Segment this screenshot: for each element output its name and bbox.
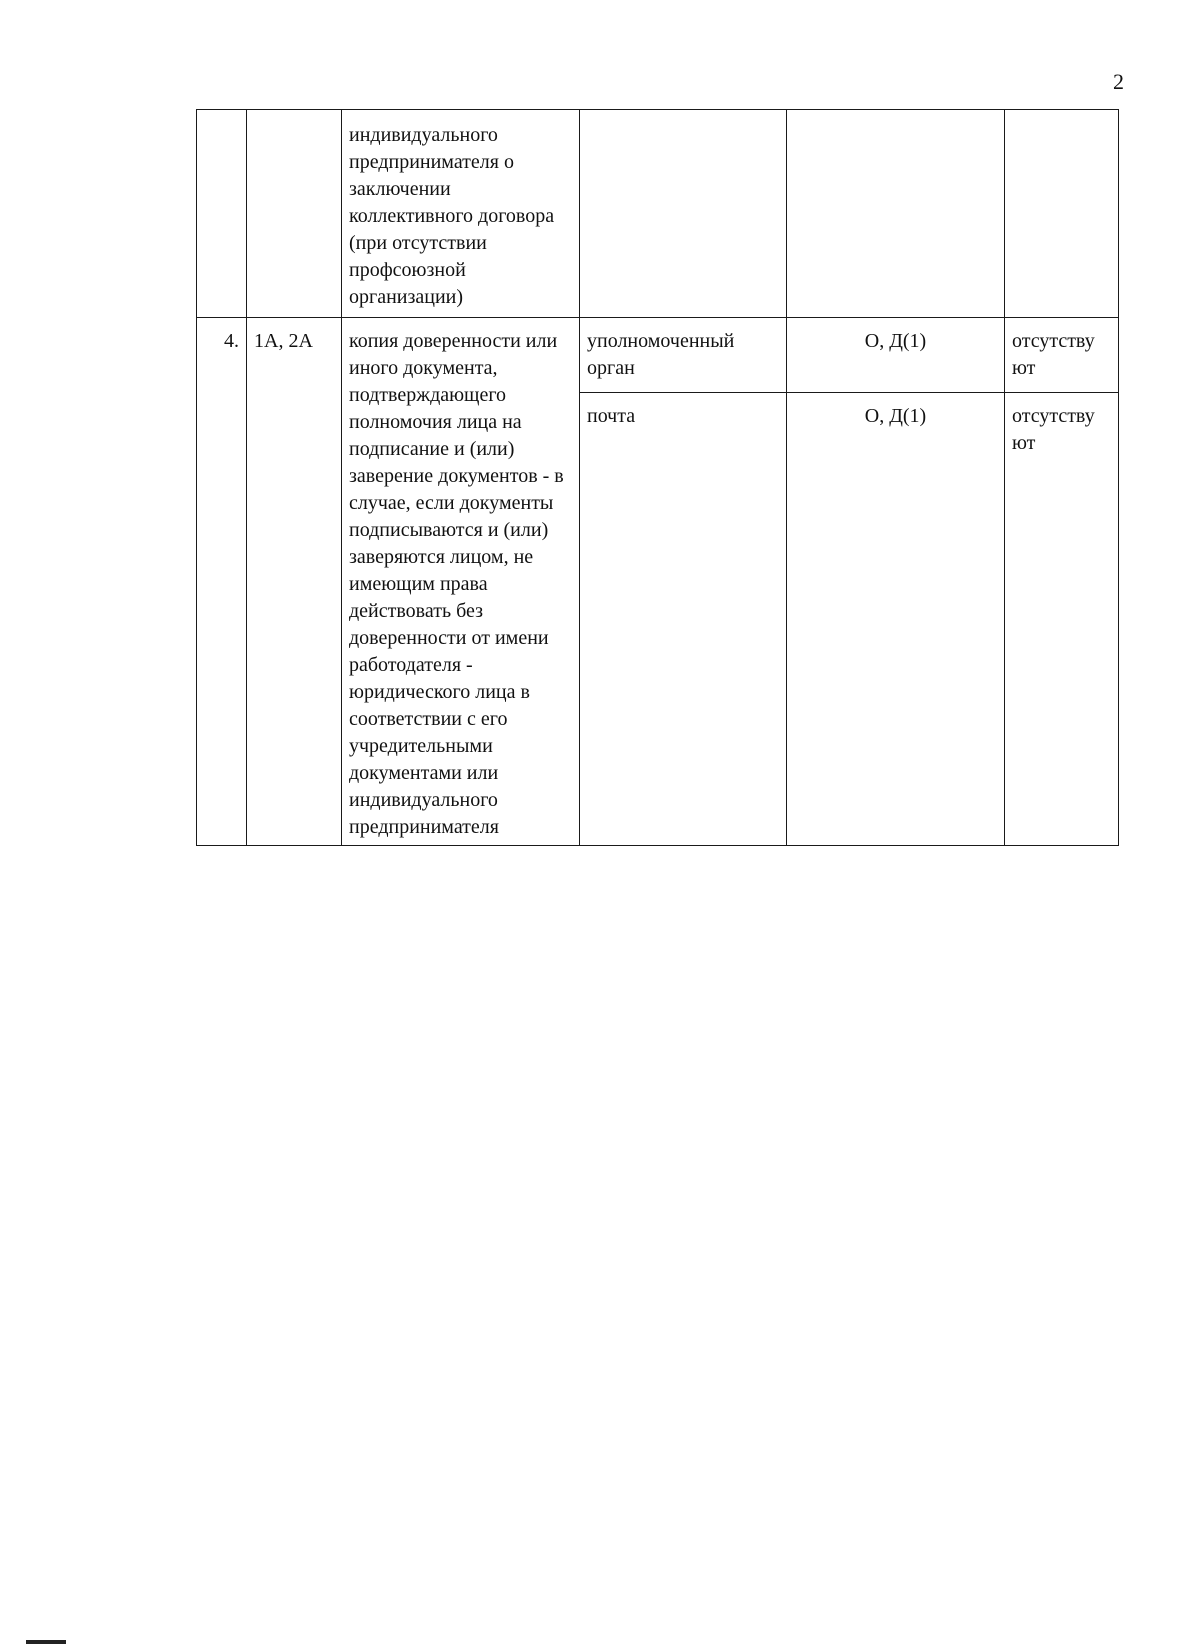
organ-cell: почта <box>580 393 787 846</box>
code-cell: 1А, 2А <box>247 318 342 846</box>
fee-cell <box>1005 110 1119 318</box>
table-row-4 <box>197 318 1119 393</box>
description-cell: копия доверенности или иного документа, подтверждающего полномочия лица на подписание и (или) заверение документов - в случае, если документы подписываются и (или) заверяются лицом, не имеющим права действовать без доверенности от имени работодателя - юридического лица в соответствии с его учредительными документами или индивидуального предпринимателя <box>342 318 580 846</box>
method-cell: О, Д(1) <box>787 393 1005 846</box>
description-cell: индивидуального предпринимателя о заключении коллективного договора (при отсутствии профсоюзной организации) <box>342 110 580 318</box>
scan-mark <box>26 1640 66 1644</box>
code-cell <box>247 110 342 318</box>
method-cell <box>787 110 1005 318</box>
row-number-cell <box>197 110 247 318</box>
fee-cell: отсутству ют <box>1005 393 1119 846</box>
table-row-continuation <box>197 110 1119 318</box>
page-number: 2 <box>1113 69 1124 94</box>
organ-cell <box>580 110 787 318</box>
row-number-cell: 4. <box>197 318 247 846</box>
organ-cell: уполномоченный орган <box>580 318 787 393</box>
requirements-table <box>196 109 1119 846</box>
method-cell: О, Д(1) <box>787 318 1005 393</box>
fee-cell: отсутству ют <box>1005 318 1119 393</box>
